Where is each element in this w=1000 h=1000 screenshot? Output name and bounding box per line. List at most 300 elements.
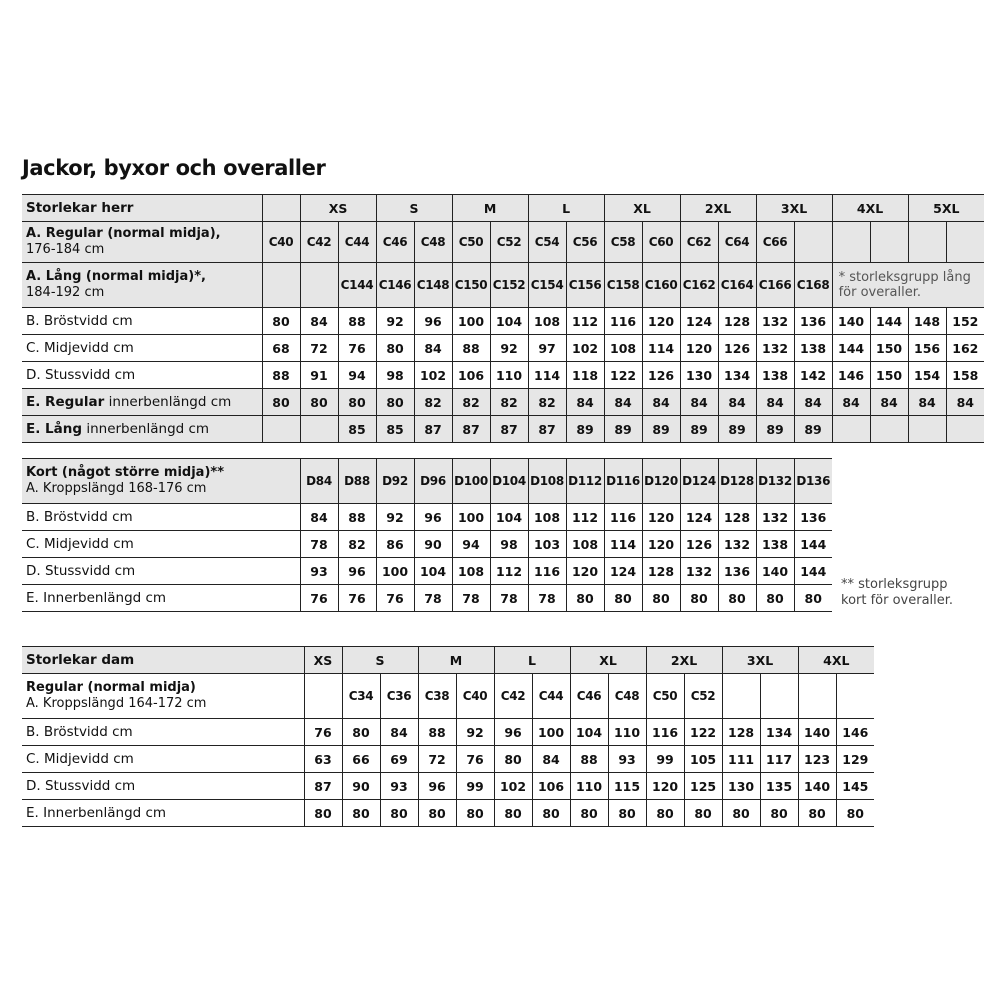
herr-measure-value: 142 — [794, 362, 832, 389]
kort-measure-value: 100 — [452, 504, 490, 531]
herr-measure-value: 108 — [604, 335, 642, 362]
herr-measure-value: 156 — [908, 335, 946, 362]
herr-measure-value: 150 — [870, 335, 908, 362]
dam-measure-value: 135 — [760, 773, 798, 800]
herr-measure-value: 118 — [566, 362, 604, 389]
kort-measure-value: 136 — [794, 504, 832, 531]
kort-measure-value: 78 — [452, 585, 490, 612]
dam-measure-value: 96 — [418, 773, 456, 800]
herr-measure-value: 84 — [414, 335, 452, 362]
kort-measure-value: 78 — [300, 531, 338, 558]
dam-measure-row — [22, 719, 874, 746]
kort-code: D104 — [490, 459, 528, 504]
herr-measure-value: 120 — [642, 308, 680, 335]
herr-measure-value: 116 — [604, 308, 642, 335]
dam-header-label: Storlekar dam — [22, 647, 304, 674]
herr-regular-code: C52 — [490, 222, 528, 263]
dam-size-xs: XS — [304, 647, 342, 674]
herr-e-lang-value: 89 — [718, 416, 756, 443]
herr-e-lang-value: 85 — [338, 416, 376, 443]
herr-regular-code: C54 — [528, 222, 566, 263]
dam-regular-code — [798, 674, 836, 719]
dam-regular-code: C38 — [418, 674, 456, 719]
kort-code: D120 — [642, 459, 680, 504]
kort-footnote-line2: kort för overaller. — [841, 593, 954, 608]
herr-measure-label: B. Bröstvidd cm — [22, 308, 262, 335]
dam-measure-value: 80 — [570, 800, 608, 827]
dam-measure-value: 80 — [722, 800, 760, 827]
dam-measure-value: 102 — [494, 773, 532, 800]
kort-measure-value: 108 — [452, 558, 490, 585]
herr-measure-row — [22, 335, 984, 362]
herr-measure-value: 132 — [756, 335, 794, 362]
kort-label-title: Kort (något större midja)** — [26, 465, 224, 480]
dam-measure-value: 105 — [684, 746, 722, 773]
herr-measure-value: 152 — [946, 308, 984, 335]
kort-measure-label: D. Stussvidd cm — [22, 558, 300, 585]
dam-regular-label — [22, 674, 304, 719]
herr-measure-value: 134 — [718, 362, 756, 389]
herr-e-lang-value: 87 — [528, 416, 566, 443]
dam-measure-value: 84 — [380, 719, 418, 746]
herr-e-lang-value: 89 — [756, 416, 794, 443]
kort-measure-row — [22, 585, 832, 612]
herr-e-lang-value — [870, 416, 908, 443]
herr-lang-code: C166 — [756, 263, 794, 308]
kort-measure-value: 104 — [490, 504, 528, 531]
herr-e-regular-value: 80 — [376, 389, 414, 416]
dam-measure-value: 122 — [684, 719, 722, 746]
kort-measure-label: B. Bröstvidd cm — [22, 504, 300, 531]
dam-measure-label: E. Innerbenlängd cm — [22, 800, 304, 827]
herr-size-4xl: 4XL — [832, 195, 908, 222]
herr-lang-row — [22, 263, 984, 308]
herr-e-regular-label-bold: E. Regular — [26, 394, 105, 410]
dam-measure-value: 90 — [342, 773, 380, 800]
dam-measure-value: 80 — [798, 800, 836, 827]
herr-measure-value: 108 — [528, 308, 566, 335]
dam-measure-value: 80 — [342, 719, 380, 746]
kort-measure-value: 108 — [566, 531, 604, 558]
dam-measure-label: B. Bröstvidd cm — [22, 719, 304, 746]
herr-regular-code: C50 — [452, 222, 490, 263]
dam-regular-label-subtitle: A. Kroppslängd 164-172 cm — [26, 696, 207, 711]
dam-measure-value: 93 — [380, 773, 418, 800]
kort-measure-row — [22, 531, 832, 558]
herr-regular-label-subtitle: 176-184 cm — [26, 242, 105, 257]
herr-measure-value: 102 — [566, 335, 604, 362]
herr-measure-label: D. Stussvidd cm — [22, 362, 262, 389]
herr-lang-code: C150 — [452, 263, 490, 308]
kort-measure-value: 120 — [642, 531, 680, 558]
dam-measure-value: 96 — [494, 719, 532, 746]
kort-measure-value: 96 — [338, 558, 376, 585]
dam-regular-code — [836, 674, 874, 719]
herr-e-lang-value — [832, 416, 870, 443]
herr-e-lang-value — [262, 416, 300, 443]
dam-regular-code: C36 — [380, 674, 418, 719]
herr-lang-label-title: A. Lång (normal midja)*, — [26, 269, 206, 284]
kort-measure-value: 128 — [718, 504, 756, 531]
herr-regular-code — [870, 222, 908, 263]
dam-measure-value: 80 — [532, 800, 570, 827]
herr-e-lang-value: 89 — [794, 416, 832, 443]
dam-measure-label: D. Stussvidd cm — [22, 773, 304, 800]
kort-measure-value: 144 — [794, 531, 832, 558]
herr-measure-value: 144 — [870, 308, 908, 335]
herr-lang-code: C152 — [490, 263, 528, 308]
herr-measure-value: 144 — [832, 335, 870, 362]
dam-measure-value: 129 — [836, 746, 874, 773]
kort-measure-value: 124 — [680, 504, 718, 531]
herr-lang-code: C164 — [718, 263, 756, 308]
kort-measure-value: 96 — [414, 504, 452, 531]
kort-measure-value: 128 — [642, 558, 680, 585]
dam-size-l: L — [494, 647, 570, 674]
dam-measure-value: 123 — [798, 746, 836, 773]
kort-measure-value: 80 — [718, 585, 756, 612]
dam-size-s: S — [342, 647, 418, 674]
herr-regular-code — [794, 222, 832, 263]
herr-measure-value: 154 — [908, 362, 946, 389]
kort-measure-value: 84 — [300, 504, 338, 531]
kort-measure-row — [22, 504, 832, 531]
kort-code: D124 — [680, 459, 718, 504]
herr-lang-code: C146 — [376, 263, 414, 308]
herr-regular-label — [22, 222, 262, 263]
herr-measure-value: 136 — [794, 308, 832, 335]
herr-e-lang-label — [22, 416, 262, 443]
herr-regular-code — [832, 222, 870, 263]
dam-size-table — [22, 646, 874, 827]
kort-measure-row — [22, 558, 832, 585]
herr-measure-value: 114 — [642, 335, 680, 362]
herr-header-label: Storlekar herr — [22, 195, 262, 222]
dam-regular-code: C50 — [646, 674, 684, 719]
dam-measure-value: 80 — [836, 800, 874, 827]
herr-e-regular-value: 82 — [414, 389, 452, 416]
dam-regular-code: C34 — [342, 674, 380, 719]
kort-measure-value: 132 — [718, 531, 756, 558]
herr-regular-code — [946, 222, 984, 263]
dam-measure-value: 80 — [380, 800, 418, 827]
kort-measure-value: 132 — [680, 558, 718, 585]
dam-measure-value: 80 — [418, 800, 456, 827]
herr-header-row — [22, 195, 984, 222]
kort-measure-value: 100 — [376, 558, 414, 585]
dam-measure-value: 63 — [304, 746, 342, 773]
herr-measure-value: 88 — [452, 335, 490, 362]
herr-measure-value: 162 — [946, 335, 984, 362]
herr-e-lang-value — [946, 416, 984, 443]
herr-e-lang-value: 89 — [642, 416, 680, 443]
dam-measure-value: 100 — [532, 719, 570, 746]
kort-measure-value: 93 — [300, 558, 338, 585]
herr-regular-code: C66 — [756, 222, 794, 263]
kort-measure-value: 80 — [680, 585, 718, 612]
kort-measure-label: E. Innerbenlängd cm — [22, 585, 300, 612]
dam-measure-value: 69 — [380, 746, 418, 773]
herr-lang-footnote: * storleksgrupp lång för overaller. — [832, 263, 984, 308]
herr-size-xs: XS — [300, 195, 376, 222]
dam-size-m: M — [418, 647, 494, 674]
herr-lang-code: C160 — [642, 263, 680, 308]
herr-measure-value: 94 — [338, 362, 376, 389]
kort-measure-value: 136 — [718, 558, 756, 585]
dam-regular-code: C46 — [570, 674, 608, 719]
herr-e-lang-label-bold: E. Lång — [26, 421, 83, 437]
kort-footnote-line1: ** storleksgrupp — [841, 577, 948, 592]
herr-e-regular-value: 84 — [832, 389, 870, 416]
dam-measure-value: 140 — [798, 719, 836, 746]
herr-regular-code: C46 — [376, 222, 414, 263]
kort-measure-value: 86 — [376, 531, 414, 558]
kort-code: D108 — [528, 459, 566, 504]
herr-lang-label-subtitle: 184-192 cm — [26, 285, 105, 300]
herr-measure-value: 96 — [414, 308, 452, 335]
kort-measure-value: 112 — [490, 558, 528, 585]
dam-measure-value: 140 — [798, 773, 836, 800]
herr-e-regular-value: 80 — [338, 389, 376, 416]
herr-e-lang-label-rest: innerbenlängd cm — [82, 421, 210, 437]
kort-code: D100 — [452, 459, 490, 504]
dam-measure-value: 80 — [608, 800, 646, 827]
herr-measure-value: 146 — [832, 362, 870, 389]
herr-measure-value: 98 — [376, 362, 414, 389]
herr-e-regular-value: 84 — [566, 389, 604, 416]
herr-e-regular-label — [22, 389, 262, 416]
herr-measure-row — [22, 362, 984, 389]
dam-measure-value: 76 — [456, 746, 494, 773]
kort-measure-value: 116 — [604, 504, 642, 531]
herr-e-regular-value: 84 — [680, 389, 718, 416]
dam-measure-value: 88 — [418, 719, 456, 746]
dam-measure-value: 104 — [570, 719, 608, 746]
herr-lang-code: C168 — [794, 263, 832, 308]
herr-lang-code: C154 — [528, 263, 566, 308]
herr-lang-code: C158 — [604, 263, 642, 308]
herr-measure-value: 128 — [718, 308, 756, 335]
dam-size-xl: XL — [570, 647, 646, 674]
herr-measure-value: 140 — [832, 308, 870, 335]
herr-e-regular-value: 80 — [262, 389, 300, 416]
dam-measure-value: 72 — [418, 746, 456, 773]
herr-lang-code: C162 — [680, 263, 718, 308]
dam-size-3xl: 3XL — [722, 647, 798, 674]
kort-code: D128 — [718, 459, 756, 504]
herr-measure-value: 114 — [528, 362, 566, 389]
kort-measure-value: 126 — [680, 531, 718, 558]
dam-measure-value: 80 — [456, 800, 494, 827]
herr-measure-value: 138 — [756, 362, 794, 389]
herr-regular-code: C56 — [566, 222, 604, 263]
herr-e-regular-label-rest: innerbenlängd cm — [104, 394, 232, 410]
herr-measure-value: 132 — [756, 308, 794, 335]
herr-measure-value: 72 — [300, 335, 338, 362]
herr-measure-value: 100 — [452, 308, 490, 335]
herr-regular-code: C58 — [604, 222, 642, 263]
dam-measure-value: 134 — [760, 719, 798, 746]
herr-regular-code: C48 — [414, 222, 452, 263]
herr-measure-value: 76 — [338, 335, 376, 362]
dam-measure-value: 99 — [456, 773, 494, 800]
dam-measure-value: 76 — [304, 719, 342, 746]
kort-measure-value: 80 — [756, 585, 794, 612]
herr-e-regular-value: 80 — [300, 389, 338, 416]
kort-measure-value: 94 — [452, 531, 490, 558]
dam-measure-value: 80 — [684, 800, 722, 827]
kort-measure-value: 82 — [338, 531, 376, 558]
herr-lang-code — [300, 263, 338, 308]
herr-e-regular-value: 84 — [908, 389, 946, 416]
kort-measure-value: 90 — [414, 531, 452, 558]
herr-e-lang-value: 89 — [566, 416, 604, 443]
dam-measure-value: 106 — [532, 773, 570, 800]
herr-regular-code: C44 — [338, 222, 376, 263]
kort-measure-value: 98 — [490, 531, 528, 558]
herr-regular-row — [22, 222, 984, 263]
herr-size-2xl: 2XL — [680, 195, 756, 222]
kort-measure-value: 108 — [528, 504, 566, 531]
kort-code: D136 — [794, 459, 832, 504]
herr-measure-value: 80 — [262, 308, 300, 335]
kort-code: D88 — [338, 459, 376, 504]
herr-e-regular-value: 84 — [642, 389, 680, 416]
kort-code: D116 — [604, 459, 642, 504]
herr-regular-label-title: A. Regular (normal midja), — [26, 226, 221, 241]
kort-measure-value: 80 — [604, 585, 642, 612]
dam-measure-value: 110 — [608, 719, 646, 746]
herr-lang-code — [262, 263, 300, 308]
herr-measure-value: 122 — [604, 362, 642, 389]
herr-regular-code: C64 — [718, 222, 756, 263]
kort-measure-value: 80 — [794, 585, 832, 612]
herr-regular-code: C62 — [680, 222, 718, 263]
herr-measure-value: 130 — [680, 362, 718, 389]
herr-measure-value: 110 — [490, 362, 528, 389]
dam-measure-value: 92 — [456, 719, 494, 746]
dam-measure-value: 120 — [646, 773, 684, 800]
herr-header-spacer — [262, 195, 300, 222]
kort-measure-value: 124 — [604, 558, 642, 585]
herr-measure-value: 106 — [452, 362, 490, 389]
dam-measure-value: 111 — [722, 746, 760, 773]
kort-footnote — [841, 577, 953, 609]
herr-e-regular-value: 82 — [528, 389, 566, 416]
kort-measure-value: 78 — [528, 585, 566, 612]
herr-measure-value: 91 — [300, 362, 338, 389]
herr-e-regular-value: 84 — [718, 389, 756, 416]
kort-label-subtitle: A. Kroppslängd 168-176 cm — [26, 481, 207, 496]
herr-e-regular-value: 82 — [490, 389, 528, 416]
dam-measure-value: 80 — [342, 800, 380, 827]
dam-regular-label-title: Regular (normal midja) — [26, 680, 196, 695]
herr-e-regular-value: 84 — [756, 389, 794, 416]
herr-regular-code: C40 — [262, 222, 300, 263]
dam-header-row — [22, 647, 874, 674]
herr-e-regular-value: 84 — [946, 389, 984, 416]
kort-measure-value: 76 — [376, 585, 414, 612]
dam-measure-value: 80 — [494, 746, 532, 773]
kort-measure-value: 78 — [414, 585, 452, 612]
herr-measure-value: 126 — [642, 362, 680, 389]
dam-regular-code — [304, 674, 342, 719]
herr-measure-value: 80 — [376, 335, 414, 362]
dam-measure-value: 130 — [722, 773, 760, 800]
dam-measure-value: 128 — [722, 719, 760, 746]
dam-measure-value: 146 — [836, 719, 874, 746]
herr-e-regular-value: 82 — [452, 389, 490, 416]
kort-measure-value: 88 — [338, 504, 376, 531]
dam-measure-value: 115 — [608, 773, 646, 800]
kort-size-table — [22, 458, 832, 612]
kort-measure-value: 92 — [376, 504, 414, 531]
herr-measure-value: 126 — [718, 335, 756, 362]
kort-code: D132 — [756, 459, 794, 504]
dam-regular-code — [722, 674, 760, 719]
herr-regular-code: C60 — [642, 222, 680, 263]
herr-regular-code: C42 — [300, 222, 338, 263]
kort-measure-value: 76 — [300, 585, 338, 612]
page-title: Jackor, byxor och overaller — [22, 156, 326, 180]
dam-measure-value: 87 — [304, 773, 342, 800]
herr-e-lang-value — [300, 416, 338, 443]
herr-lang-code: C144 — [338, 263, 376, 308]
dam-measure-value: 110 — [570, 773, 608, 800]
kort-code: D84 — [300, 459, 338, 504]
herr-measure-value: 104 — [490, 308, 528, 335]
kort-measure-value: 120 — [642, 504, 680, 531]
herr-size-xl: XL — [604, 195, 680, 222]
herr-e-regular-value: 84 — [794, 389, 832, 416]
herr-size-3xl: 3XL — [756, 195, 832, 222]
kort-label — [22, 459, 300, 504]
dam-regular-code: C40 — [456, 674, 494, 719]
herr-measure-value: 92 — [490, 335, 528, 362]
herr-regular-code — [908, 222, 946, 263]
herr-e-lang-value: 89 — [604, 416, 642, 443]
kort-measure-value: 78 — [490, 585, 528, 612]
dam-measure-value: 93 — [608, 746, 646, 773]
herr-size-l: L — [528, 195, 604, 222]
herr-measure-value: 84 — [300, 308, 338, 335]
herr-size-m: M — [452, 195, 528, 222]
dam-regular-code: C42 — [494, 674, 532, 719]
herr-measure-value: 88 — [262, 362, 300, 389]
dam-measure-value: 80 — [646, 800, 684, 827]
dam-size-2xl: 2XL — [646, 647, 722, 674]
herr-measure-value: 120 — [680, 335, 718, 362]
herr-measure-value: 97 — [528, 335, 566, 362]
herr-measure-value: 148 — [908, 308, 946, 335]
herr-e-regular-value: 84 — [870, 389, 908, 416]
dam-measure-value: 88 — [570, 746, 608, 773]
kort-measure-value: 114 — [604, 531, 642, 558]
herr-e-lang-value: 87 — [490, 416, 528, 443]
herr-measure-value: 124 — [680, 308, 718, 335]
dam-measure-value: 145 — [836, 773, 874, 800]
kort-measure-value: 103 — [528, 531, 566, 558]
herr-e-lang-value — [908, 416, 946, 443]
herr-e-regular-row — [22, 389, 984, 416]
herr-e-lang-row — [22, 416, 984, 443]
herr-e-lang-value: 89 — [680, 416, 718, 443]
herr-lang-code: C156 — [566, 263, 604, 308]
herr-size-s: S — [376, 195, 452, 222]
kort-measure-value: 132 — [756, 504, 794, 531]
kort-measure-value: 138 — [756, 531, 794, 558]
herr-measure-value: 102 — [414, 362, 452, 389]
